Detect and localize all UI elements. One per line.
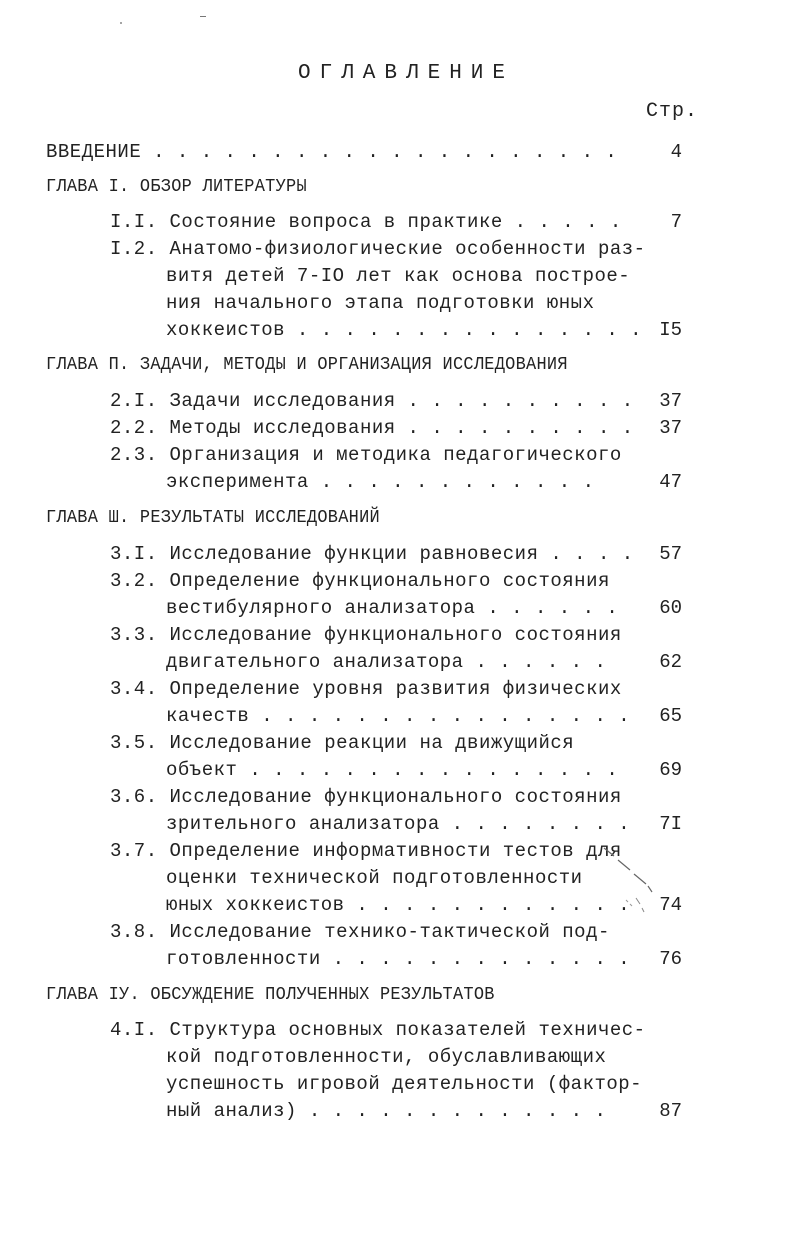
toc-entry-3-5-line: объект . . . . . . . . . . . . . . . . bbox=[166, 759, 619, 781]
toc-page-number: 37 bbox=[659, 390, 682, 412]
toc-entry-1-2[interactable]: I.2. Анатомо-физиологические особенности раз- bbox=[110, 238, 646, 260]
page-column-header: Стр. bbox=[646, 100, 699, 123]
toc-entry-4-1-line: успешность игровой деятельности (фактор- bbox=[166, 1073, 643, 1095]
toc-entry-3-7-line: юных хоккеистов . . . . . . . . . . . . bbox=[166, 894, 631, 916]
toc-entry-3-7[interactable]: 3.7. Определение информативности тестов для bbox=[110, 840, 622, 862]
toc-entry-2-1[interactable]: 2.I. Задачи исследования . . . . . . . . . . bbox=[110, 390, 634, 412]
toc-page-number: 76 bbox=[659, 948, 682, 970]
toc-page-number: 87 bbox=[659, 1100, 682, 1122]
toc-entry-3-3-line: двигательного анализатора . . . . . . bbox=[166, 651, 607, 673]
toc-page-number: 57 bbox=[659, 543, 682, 565]
toc-entry-1-1[interactable]: I.I. Состояние вопроса в практике . . . . . bbox=[110, 211, 622, 233]
toc-entry-2-3-line: эксперимента . . . . . . . . . . . . bbox=[166, 471, 595, 493]
toc-entry-1-2-line: витя детей 7-IO лет как основа построе- bbox=[166, 265, 631, 287]
page-title: ОГЛАВЛЕНИЕ bbox=[297, 62, 515, 85]
toc-entry-3-5[interactable]: 3.5. Исследование реакции на движущийся bbox=[110, 732, 575, 754]
toc-page-number: 65 bbox=[659, 705, 682, 727]
pencil-mark-icon bbox=[596, 838, 662, 928]
toc-chapter-1[interactable]: ГЛАВА I. ОБЗОР ЛИТЕРАТУРЫ bbox=[46, 177, 307, 197]
toc-entry-3-6[interactable]: 3.6. Исследование функционального состояния bbox=[110, 786, 622, 808]
toc-page-number: 37 bbox=[659, 417, 682, 439]
toc-entry-3-1[interactable]: 3.I. Исследование функции равновесия . . . . bbox=[110, 543, 634, 565]
toc-entry-3-6-line: зрительного анализатора . . . . . . . . bbox=[166, 813, 631, 835]
toc-page-number: 62 bbox=[659, 651, 682, 673]
toc-entry-3-4-line: качеств . . . . . . . . . . . . . . . . bbox=[166, 705, 631, 727]
toc-page-number: 69 bbox=[659, 759, 682, 781]
toc-page-number: 74 bbox=[659, 894, 682, 916]
toc-entry-3-3[interactable]: 3.3. Исследование функционального состояния bbox=[110, 624, 622, 646]
toc-entry-3-2[interactable]: 3.2. Определение функционального состояния bbox=[110, 570, 610, 592]
toc-entry-4-1[interactable]: 4.I. Структура основных показателей техничес- bbox=[110, 1019, 646, 1041]
scan-speck bbox=[120, 22, 122, 24]
toc-entry-3-7-line: оценки технической подготовленности bbox=[166, 867, 583, 889]
toc-entry-3-8-line: готовленности . . . . . . . . . . . . . bbox=[166, 948, 631, 970]
toc-page-number: 47 bbox=[659, 471, 682, 493]
toc-page-number: 60 bbox=[659, 597, 682, 619]
toc-entry-1-2-line: ния начального этапа подготовки юных bbox=[166, 292, 595, 314]
toc-entry-2-3[interactable]: 2.3. Организация и методика педагогического bbox=[110, 444, 622, 466]
toc-chapter-3[interactable]: ГЛАВА Ш. РЕЗУЛЬТАТЫ ИССЛЕДОВАНИЙ bbox=[46, 508, 380, 528]
toc-entry-4-1-line: ный анализ) . . . . . . . . . . . . . bbox=[166, 1100, 607, 1122]
toc-page-number: 4 bbox=[670, 141, 682, 163]
toc-entry-4-1-line: кой подготовленности, обуславливающих bbox=[166, 1046, 607, 1068]
toc-entry-3-8[interactable]: 3.8. Исследование технико-тактической под- bbox=[110, 921, 610, 943]
toc-page-number: 7 bbox=[670, 211, 682, 233]
toc-chapter-4[interactable]: ГЛАВА IУ. ОБСУЖДЕНИЕ ПОЛУЧЕННЫХ РЕЗУЛЬТАТОВ bbox=[46, 985, 495, 1005]
toc-page-number: I5 bbox=[659, 319, 682, 341]
toc-entry-3-2-line: вестибулярного анализатора . . . . . . bbox=[166, 597, 619, 619]
toc-chapter-2[interactable]: ГЛАВА П. ЗАДАЧИ, МЕТОДЫ И ОРГАНИЗАЦИЯ ИССЛЕДОВАНИЯ bbox=[46, 355, 568, 375]
scan-speck bbox=[200, 16, 206, 17]
toc-entry-1-2-line: хоккеистов . . . . . . . . . . . . . . . bbox=[166, 319, 643, 341]
toc-entry-introduction[interactable]: ВВЕДЕНИЕ . . . . . . . . . . . . . . . . . . . . bbox=[46, 141, 618, 163]
toc-entry-3-4[interactable]: 3.4. Определение уровня развития физических bbox=[110, 678, 622, 700]
toc-entry-2-2[interactable]: 2.2. Методы исследования . . . . . . . . . . bbox=[110, 417, 634, 439]
toc-page-number: 7I bbox=[659, 813, 682, 835]
